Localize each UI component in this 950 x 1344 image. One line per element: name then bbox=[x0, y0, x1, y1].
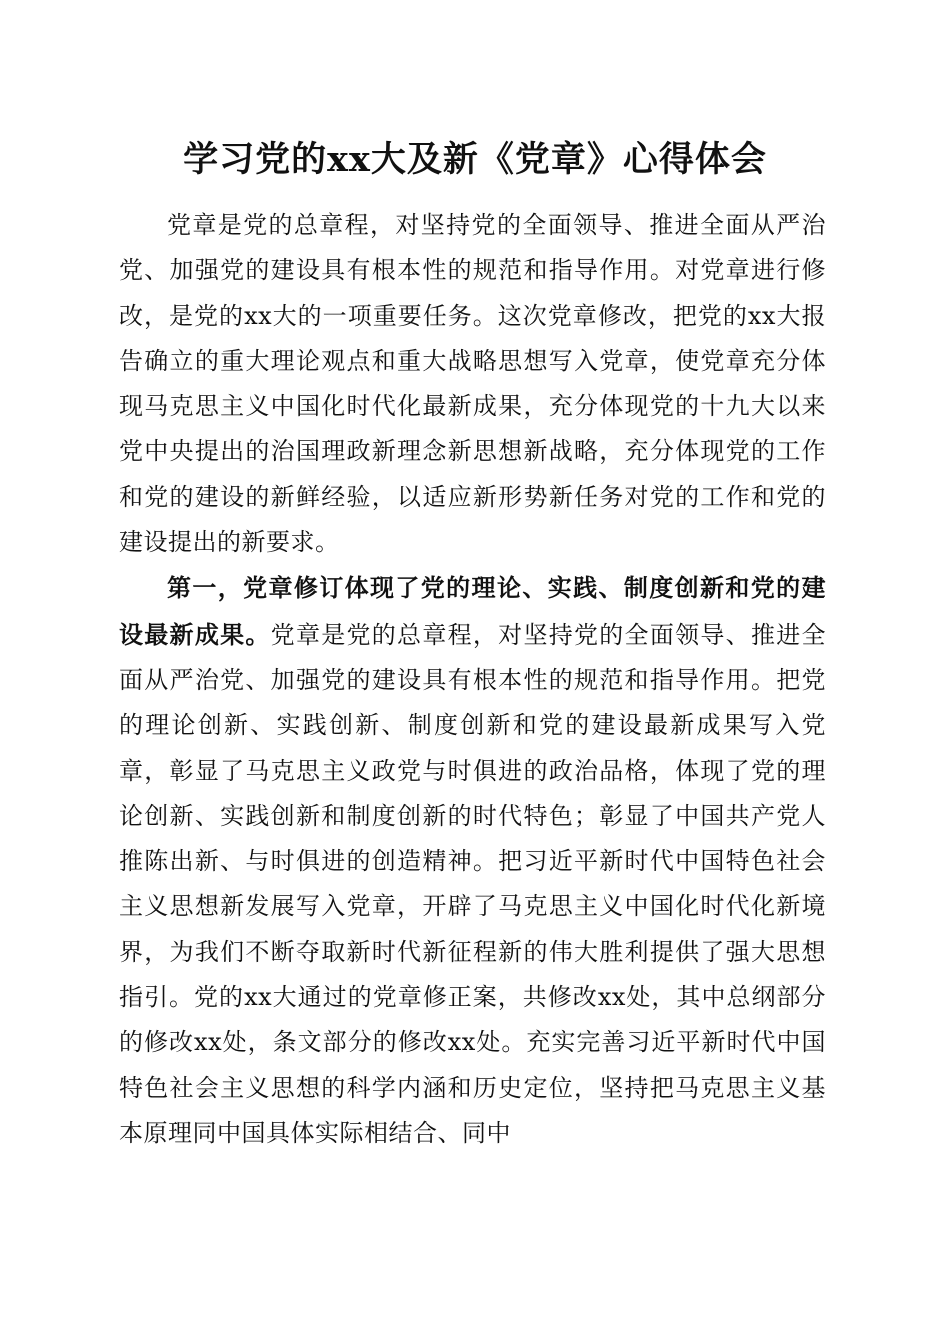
paragraph-text: 党章是党的总章程，对坚持党的全面领导、推进全面从严治党、加强党的建设具有根本性的规范和指导作用。对党章进行修改，是党的xx大的一项重要任务。这次党章修改，把党的xx大报告确立的重大理论观点和重大战略思想写入党章，使党章充分体现马克思主义中国化时代化最新成果，充分体现党的十九大以来党中央提出的治国理政新理念新思想新战略，充分体现党的工作和党的建设的新鲜经验，以适应新形势新任务对党的工作和党的建设提出的新要求。 bbox=[119, 211, 826, 557]
paragraph-intro bbox=[119, 202, 826, 565]
document-body bbox=[119, 202, 826, 1156]
paragraph-lead: 第一，党章修订体现了党的理论、实践、制度创新和党的建设最新成果。 bbox=[119, 573, 826, 649]
document-title: 学习党的xx大及新《党章》心得体会 bbox=[183, 139, 767, 180]
paragraph-text: 党章是党的总章程，对坚持党的全面领导、推进全面从严治党、加强党的建设具有根本性的规范和指导作用。把党的理论创新、实践创新、制度创新和党的建设最新成果写入党章，彰显了马克思主义政党与时俱进的政治品格，体现了党的理论创新、实践创新和制度创新的时代特色；彰显了中国共产党人推陈出新、与时俱进的创造精神。把习近平新时代中国特色社会主义思想新发展写入党章，开辟了马克思主义中国化时代化新境界，为我们不断夺取新时代新征程新的伟大胜利提供了强大思想指引。党的xx大通过的党章修正案，共修改xx处，其中总纲部分的修改xx处，条文部分的修改xx处。充实完善习近平新时代中国特色社会主义思想的科学内涵和历史定位，坚持把马克思主义基本原理同中国具体实际相结合、同中 bbox=[119, 620, 827, 1147]
paragraph-first-point bbox=[119, 565, 826, 1156]
